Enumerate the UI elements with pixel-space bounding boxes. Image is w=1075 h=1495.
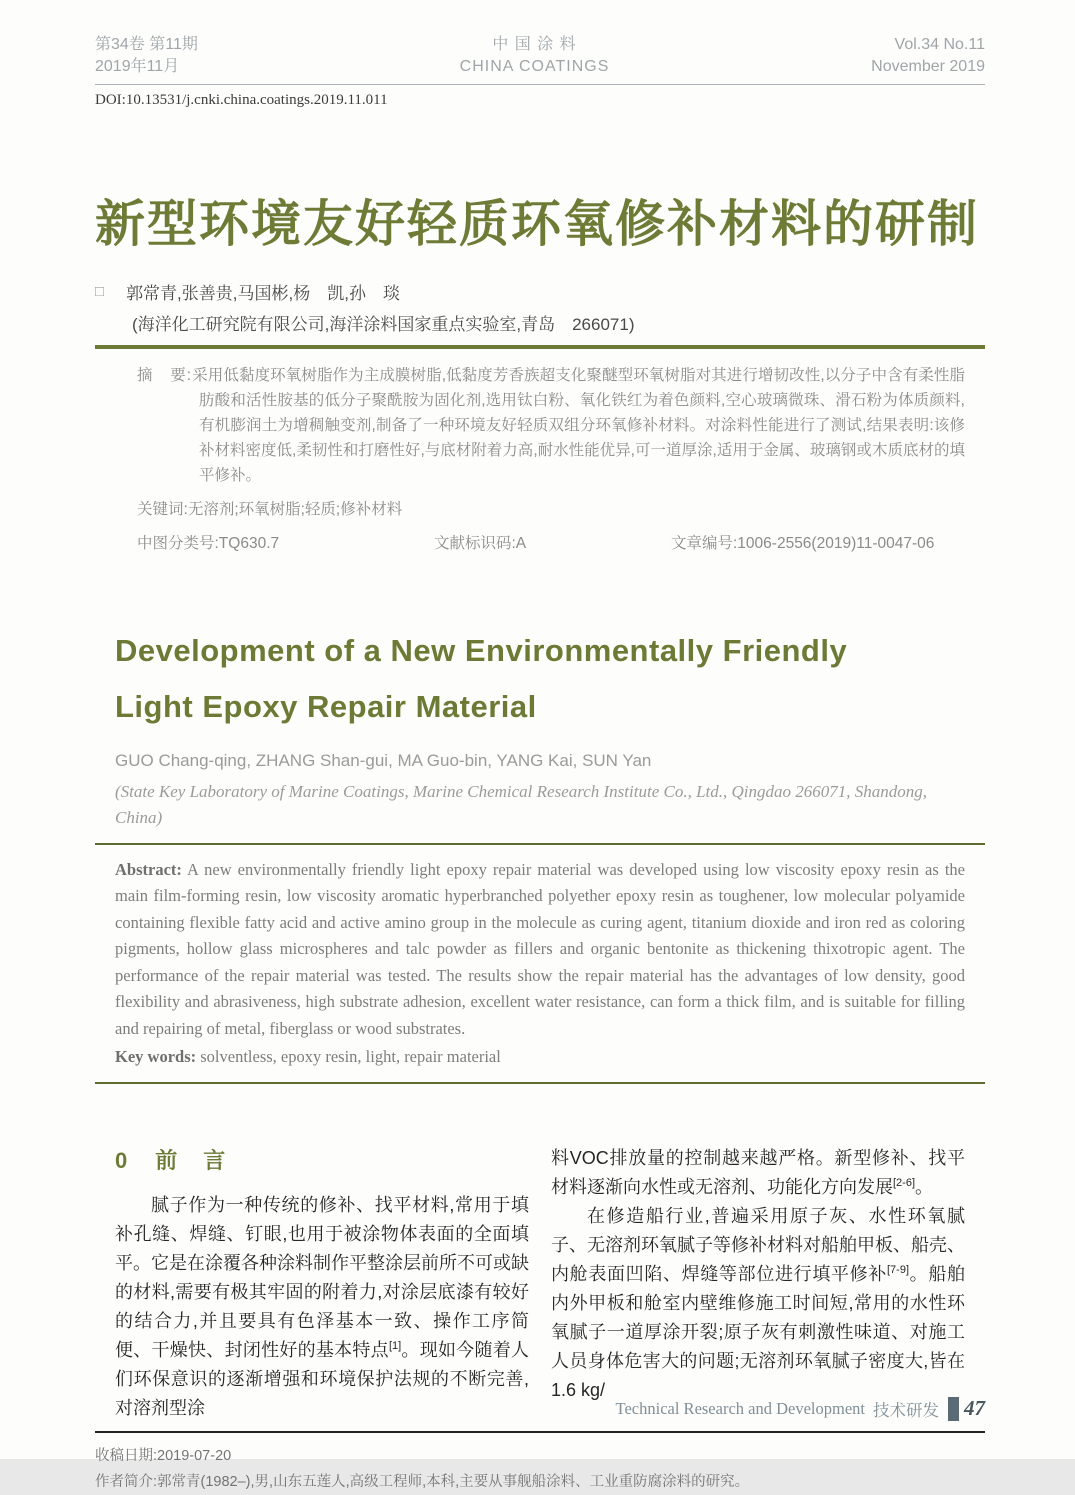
- abstract-en: [115, 857, 965, 1043]
- footnote-divider: [95, 1431, 985, 1433]
- footer-section-en: Technical Research and Development: [615, 1398, 865, 1418]
- section-0-title: 前 言: [155, 1148, 228, 1173]
- keywords-zh-text: 无溶剂;环氧树脂;轻质;修补材料: [187, 500, 403, 518]
- abstract-zh-label: 摘 要:: [137, 366, 193, 384]
- abstract-en-text: A new environmentally friendly light epoxy repair material was developed using low viscosity epoxy resin as the main film-forming resin, low viscosity aromatic hyperbranched polyether epoxy resin as toughener, low molecular polyamide containing flexible fatty acid and active amino group in the molecule as curing agent, titanium dioxide and iron red as coloring pigments, hollow glass microspheres and talc powder as fillers and organic bentonite as thickening thixotropic agent. The performance of the repair material was tested. The results show the repair material has the advantages of low density, good flexibility and abrasiveness, high substrate adhesion, excellent water resistance, can form a thick film, and is suitable for filling and repairing of metal, fiberglass or wood substrates.: [115, 859, 965, 1038]
- journal-header: [95, 34, 985, 85]
- affiliation-zh: (海洋化工研究院有限公司,海洋涂料国家重点实验室,青岛 266071): [132, 314, 635, 334]
- header-right: [871, 34, 985, 78]
- body-paragraph: 在修造船行业,普遍采用原子灰、水性环氧腻子、无溶剂环氧腻子等修补材料对船舶甲板、船壳、内舱表面凹陷、焊缝等部位进行填平修补[7-9]。船舶内外甲板和舱室内壁维修施工时间短,常用的水性环氧腻子一道厚涂开裂;原子灰有刺激性味道、对施工人员身体危害大的问题;无溶剂环氧腻子密度大,皆在1.6 kg/: [551, 1206, 966, 1400]
- left-column: [115, 1144, 529, 1423]
- date-zh: 2019年11月: [95, 58, 180, 75]
- abstract-zh-text: 采用低黏度环氧树脂作为主成膜树脂,低黏度芳香族超支化聚醚型环氧树脂对其进行增韧改性,以分子中含有柔性脂肪酸和活性胺基的低分子聚酰胺为固化剂,选用钛白粉、氧化铁红为着色颜料,空心玻璃微珠、滑石粉为体质颜料,有机膨润土为增稠触变剂,制备了一种环境友好轻质双组分环氧修补材料。对涂料性能进行了测试,结果表明:该修补材料密度低,柔韧性和打磨性好,与底材附着力高,耐水性能优异,可一道厚涂,适用于金属、玻璃钢或木质底材的填平修补。: [192, 366, 965, 484]
- header-left: [95, 34, 198, 78]
- article-title-zh: 新型环境友好轻质环氧修补材料的研制: [95, 196, 979, 252]
- authors-zh-names: 郭常青,张善贵,马国彬,杨 凯,孙 琰: [126, 283, 400, 303]
- page-footer: [95, 1396, 985, 1421]
- authors-zh: [95, 279, 985, 304]
- keywords-zh: [95, 497, 985, 519]
- divider-olive-bottom: [95, 1082, 985, 1084]
- affiliation-en: (State Key Laboratory of Marine Coatings, Marine Chemical Research Institute Co., Ltd., Qingdao 266071, Shandong, China): [115, 781, 928, 827]
- divider-olive-thick: [95, 345, 985, 349]
- keywords-zh-label: 关键词:: [137, 500, 188, 518]
- keywords-en: [115, 1044, 965, 1070]
- right-column: [551, 1144, 965, 1423]
- abstract-en-label: Abstract:: [115, 859, 182, 879]
- clc-number: 中图分类号:TQ630.7: [137, 534, 280, 552]
- article-id: 文章编号:1006-2556(2019)11-0047-06: [671, 534, 935, 552]
- journal-name-zh: 中 国 涂 料: [492, 36, 577, 53]
- header-center: [460, 34, 610, 78]
- footnotes: [95, 1443, 985, 1495]
- body-columns: [115, 1144, 965, 1423]
- keywords-en-text: solventless, epoxy resin, light, repair material: [196, 1047, 501, 1066]
- footer-bar-icon: [948, 1397, 959, 1421]
- body-paragraph: 腻子作为一种传统的修补、找平材料,常用于填补孔缝、焊缝、钉眼,也用于被涂物体表面的全面填平。它是在涂覆各种涂料制作平整涂层前所不可或缺的材料,需要有极其牢固的附着力,对涂层底漆有较好的结合力,并且要具有色泽基本一致、操作工序简便、干燥快、封闭性好的基本特点[1]。现如今随着人们环保意识的逐渐增强和环境保护法规的不断完善,对溶剂型涂: [115, 1195, 530, 1418]
- received-date: 收稿日期:2019-07-20: [95, 1448, 232, 1464]
- section-0-heading: [115, 1144, 529, 1175]
- date-en: November 2019: [871, 58, 985, 75]
- document-code: 文献标识码:A: [434, 534, 527, 552]
- volume-issue-zh: 第34卷 第11期: [95, 36, 198, 53]
- footer-section-zh: 技术研发: [873, 1401, 939, 1420]
- volume-issue-en: Vol.34 No.11: [894, 36, 985, 53]
- page-number: 47: [964, 1396, 985, 1420]
- journal-name-en: CHINA COATINGS: [459, 58, 610, 75]
- body-paragraph: 料VOC排放量的控制越来越严格。新型修补、找平材料逐渐向水性或无溶剂、功能化方向发展[2-6]。: [551, 1148, 965, 1197]
- abstract-zh: [95, 363, 985, 488]
- author-marker-icon: □: [95, 282, 105, 300]
- divider-olive-top: [95, 843, 985, 845]
- authors-en: GUO Chang-qing, ZHANG Shan-gui, MA Guo-bin, YANG Kai, SUN Yan: [115, 750, 652, 770]
- keywords-en-label: Key words:: [115, 1047, 197, 1066]
- article-title-en: Development of a New Environmentally Friendly Light Epoxy Repair Material: [115, 632, 848, 724]
- author-bio: 作者简介:郭常青(1982–),男,山东五莲人,高级工程师,本科,主要从事舰船涂料、工业重防腐涂料的研究。: [95, 1474, 750, 1490]
- doi: DOI:10.13531/j.cnki.china.coatings.2019.11.011: [95, 92, 388, 108]
- section-0-number: 0: [115, 1148, 130, 1173]
- classification-row: [95, 531, 985, 553]
